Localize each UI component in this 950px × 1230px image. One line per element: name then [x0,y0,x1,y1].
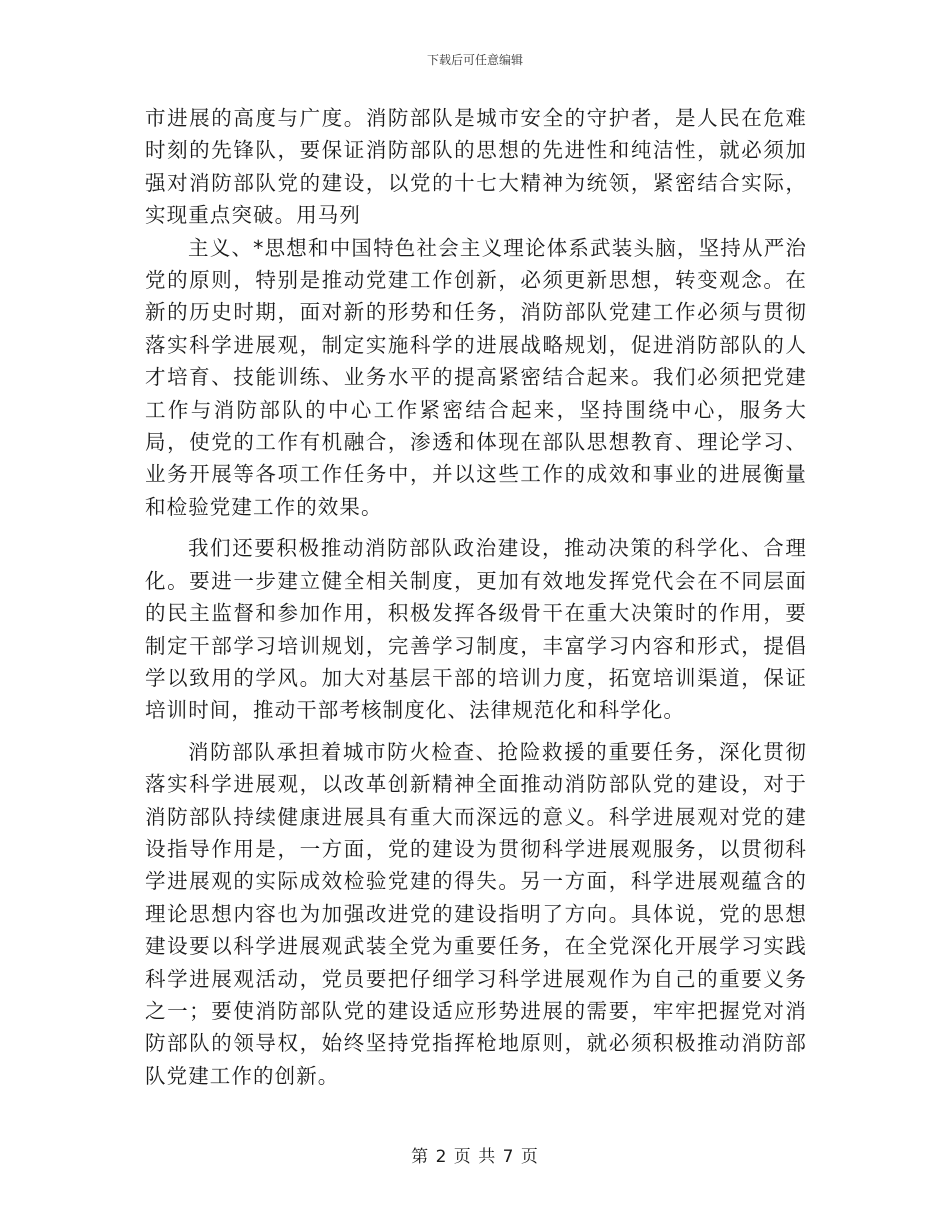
page-number-label: 第 2 页 共 7 页 [411,1147,539,1167]
page-footer-number [0,1146,950,1168]
paragraph-party-building: 主义、*思想和中国特色社会主义理论体系武装头脑，坚持从严治党的原则，特别是推动党建工作创新，必须更新思想，转变观念。在新的历史时期，面对新的形势和任务，消防部队党建工作必须与贯彻落实科学进展观，制定实施科学的进展战略规划，促进消防部队的人才培育、技能训练、业务水平的提高紧密结合起来。我们必须把党建工作与消防部队的中心工作紧密结合起来，坚持围绕中心，服务大局，使党的工作有机融合，渗透和体现在部队思想教育、理论学习、业务开展等各项工作任务中，并以这些工作的成效和事业的进展衡量和检验党建工作的效果。 [145,235,807,519]
paragraph-scientific-development: 消防部队承担着城市防火检查、抢险救援的重要任务，深化贯彻落实科学进展观，以改革创新精神全面推动消防部队党的建设，对于消防部队持续健康进展具有重大而深远的意义。科学进展观对党的建设指导作用是，一方面，党的建设为贯彻科学进展观服务，以贯彻科学进展观的实际成效检验党建的得失。另一方面，科学进展观蕴含的理论思想内容也为加强改进党的建设指明了方向。具体说，党的思想建设要以科学进展观武装全党为重要任务，在全党深化开展学习实践科学进展观活动，党员要把仔细学习科学进展观作为自己的重要义务之一；要使消防部队党的建设适应形势进展的需要，牢牢把握党对消防部队的领导权，始终坚持党指挥枪地原则，就必须积极推动消防部队党建工作的创新。 [145,739,807,1088]
paragraph-political-construction: 我们还要积极推动消防部队政治建设，推动决策的科学化、合理化。要进一步建立健全相关制度，更加有效地发挥党代会在不同层面的民主监督和参加作用，积极发挥各级骨干在重大决策时的作用，要制定干部学习培训规划，完善学习制度，丰富学习内容和形式，提倡学以致用的学风。加大对基层干部的培训力度，拓宽培训渠道，保证培训时间，推动干部考核制度化、法律规范化和科学化。 [145,536,807,723]
page-header-note: 下载后可任意编辑 [426,53,523,67]
document-body [145,102,807,1092]
paragraph-continuation: 市进展的高度与广度。消防部队是城市安全的守护者，是人民在危难时刻的先锋队，要保证消防部队的思想的先进性和纯洁性，就必须加强对消防部队党的建设，以党的十七大精神为统领，紧密结合实际，实现重点突破。用马列 [145,106,807,228]
